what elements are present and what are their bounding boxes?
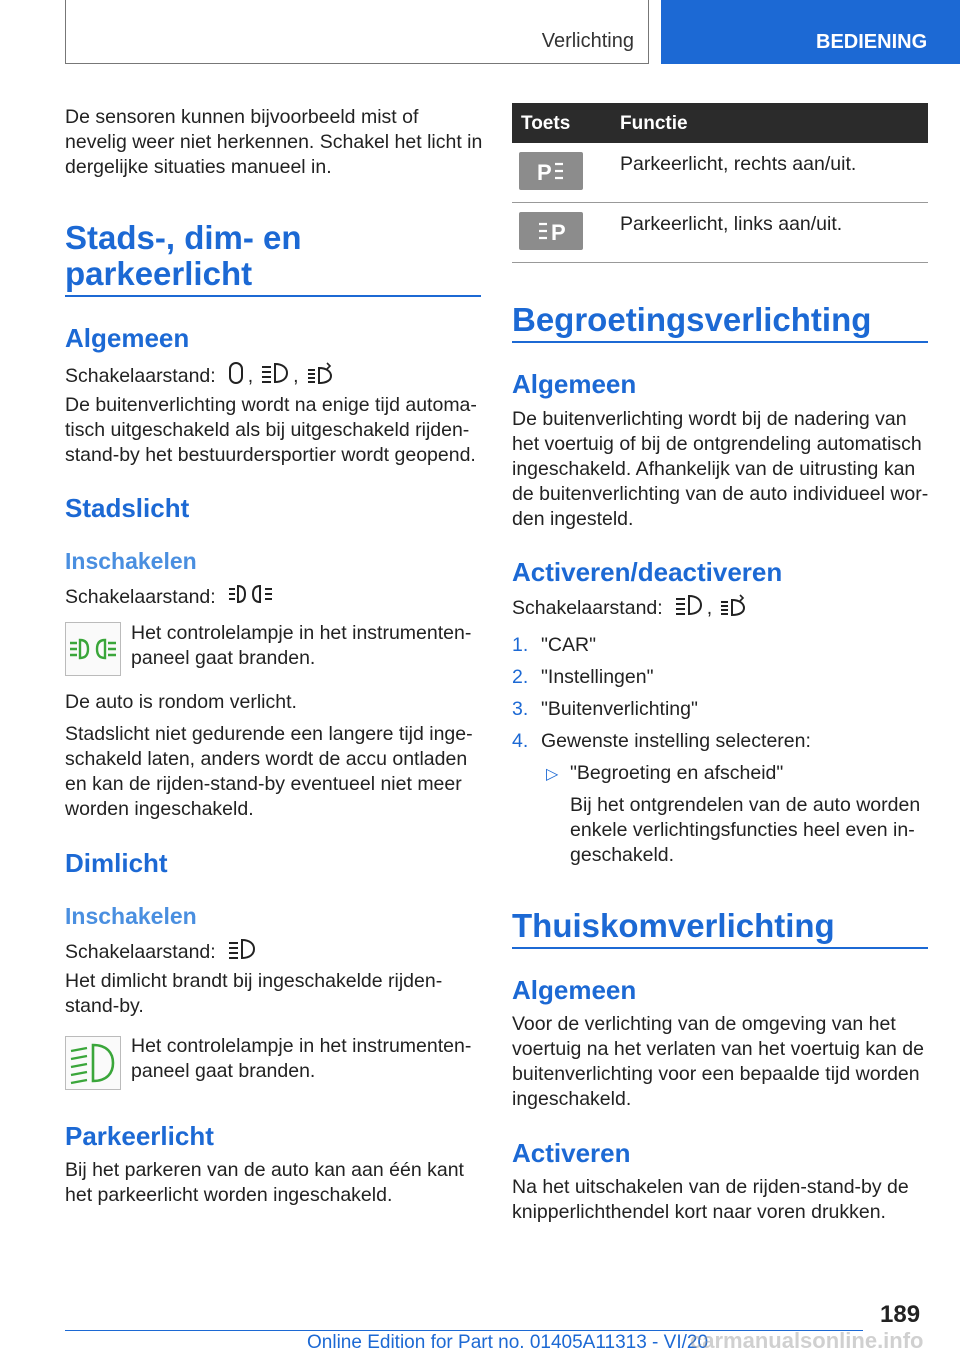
svg-text:P: P: [551, 220, 566, 245]
switch-label: Schakelaarstand:: [65, 364, 216, 387]
heading-rule: [512, 947, 928, 949]
heading-lights: Stads-, dim- en parkeerlicht: [65, 219, 302, 292]
parking-right-key: [519, 152, 583, 190]
page-number: 189: [880, 1301, 921, 1328]
sub-item-title: "Begroeting en afscheid": [570, 762, 784, 784]
heading-stad-inschakelen: Inschakelen: [65, 548, 197, 574]
table-row: [512, 143, 928, 203]
heading-rule: [65, 295, 481, 297]
header-section-box: [65, 0, 649, 64]
stad-paragraph-1: De auto is rondom verlicht.: [65, 691, 297, 713]
heading-activeren: Activeren: [512, 1138, 631, 1168]
key-function-table: [512, 103, 928, 263]
svg-text:P: P: [537, 160, 552, 185]
list-item: 1. "CAR": [512, 634, 597, 656]
heading-stadslicht: Stadslicht: [65, 493, 190, 523]
col-header-key: Toets: [521, 113, 571, 134]
sub-item-marker: ▷: [546, 766, 559, 783]
heading-algemeen-2: Algemeen: [512, 369, 637, 399]
col-header-function: Functie: [620, 113, 688, 134]
intro-paragraph: De sensoren kunnen bijvoorbeeld mist of nevelig weer niet herkennen. Schakel het licht in dergelijke situaties manueel in.: [65, 106, 483, 178]
auto-low-beam-icon: [307, 362, 335, 390]
switch-position-line: Schakelaarstand: , ,: [65, 361, 339, 391]
switch-label: Schakelaarstand:: [65, 940, 216, 963]
section-title: Verlichting: [541, 30, 634, 52]
heading-activeren-deactiveren: Activeren/deactiveren: [512, 557, 783, 587]
chapter-tab: [661, 0, 960, 64]
dim-switch-line: [65, 938, 260, 966]
heading-dimlicht: Dimlicht: [65, 848, 168, 878]
heading-parkeerlicht: Parkeerlicht: [65, 1121, 214, 1151]
low-beam-icon: [261, 362, 289, 390]
function-text: Parkeerlicht, rechts aan/uit.: [620, 153, 857, 175]
function-text: Parkeerlicht, links aan/uit.: [620, 213, 843, 235]
parking-left-key: [519, 212, 583, 250]
thuiskom-paragraph: Voor de verlichting van de omgeving van het voertuig na het verlaten van het voertuig kan de buitenverlichting voor een bepaalde tijd worden ingeschakeld.: [512, 1013, 924, 1110]
chapter-title: BEDIENING: [816, 31, 928, 53]
heading-begroetingsverlichting: Begroetingsverlichting: [512, 301, 872, 338]
begroeting-paragraph: De buitenverlichting wordt bij de nadering van het voertuig of bij de ontgrendeling automatisch ingeschakeld. Afhankelijk van de uitrusting kan de buitenverlichting van de auto individueel worden ingesteld.: [512, 408, 929, 530]
heading-algemeen: Algemeen: [65, 323, 190, 353]
heading-dim-inschakelen: Inschakelen: [65, 903, 197, 929]
dim-paragraph: Het dimlicht brandt bij ingeschakelde rijden-stand-by.: [65, 970, 443, 1017]
edition-line: Online Edition for Part no. 01405A11313 - VI/20: [307, 1332, 709, 1353]
stad-paragraph-2: Stadslicht niet gedurende een langere tijd ingeschakeld laten, anders wordt de accu ontladen en kan de rijden-stand-by eventueel niet meer worden ingeschakeld.: [65, 723, 473, 820]
act-switch-line: Schakelaarstand: ,: [512, 594, 752, 622]
stad-switch-line: [65, 583, 278, 611]
parking-indicator-lamp: [65, 622, 121, 676]
auto-light-icon: [228, 361, 244, 391]
list-item: 3. "Buitenverlichting": [512, 698, 698, 720]
parking-lights-icon: [228, 583, 274, 611]
heading-rule: [512, 341, 928, 343]
low-beam-icon: [228, 938, 256, 966]
low-beam-icon: [675, 594, 703, 622]
watermark: carmanualsonline.info: [690, 1328, 924, 1353]
stad-lamp-text: Het controlelampje in het instrumentenpaneel gaat branden.: [131, 622, 472, 669]
table-header: [512, 103, 928, 143]
algemeen-paragraph: De buitenverlichting wordt na enige tijd automatisch uitgeschakeld als bij uitgeschakeld rijden-stand-by het bestuurdersportier wordt geopend.: [65, 394, 477, 466]
sub-item-body: Bij het ontgrendelen van de auto worden enkele verlichtingsfuncties heel even ingeschakeld.: [570, 794, 921, 866]
switch-label: Schakelaarstand:: [65, 585, 216, 608]
heading-thuiskomverlichting: Thuiskomverlichting: [512, 907, 835, 944]
table-row: [512, 203, 928, 263]
dim-lamp-text: Het controlelampje in het instrumentenpaneel gaat branden.: [131, 1035, 472, 1082]
heading-algemeen-3: Algemeen: [512, 975, 637, 1005]
auto-low-beam-icon: [720, 594, 748, 622]
low-beam-indicator-lamp: [65, 1036, 121, 1090]
list-item: 4. Gewenste instelling selecteren:: [512, 730, 811, 752]
switch-label: Schakelaarstand:: [512, 596, 663, 619]
activeren-paragraph: Na het uitschakelen van de rijden-stand-by de knipperlichthendel kort naar voren drukken.: [512, 1176, 909, 1223]
park-paragraph: Bij het parkeren van de auto kan aan één kant het parkeerlicht worden ingeschakeld.: [65, 1159, 464, 1206]
list-item: 2. "Instellingen": [512, 666, 654, 688]
steps-list: [512, 633, 928, 761]
